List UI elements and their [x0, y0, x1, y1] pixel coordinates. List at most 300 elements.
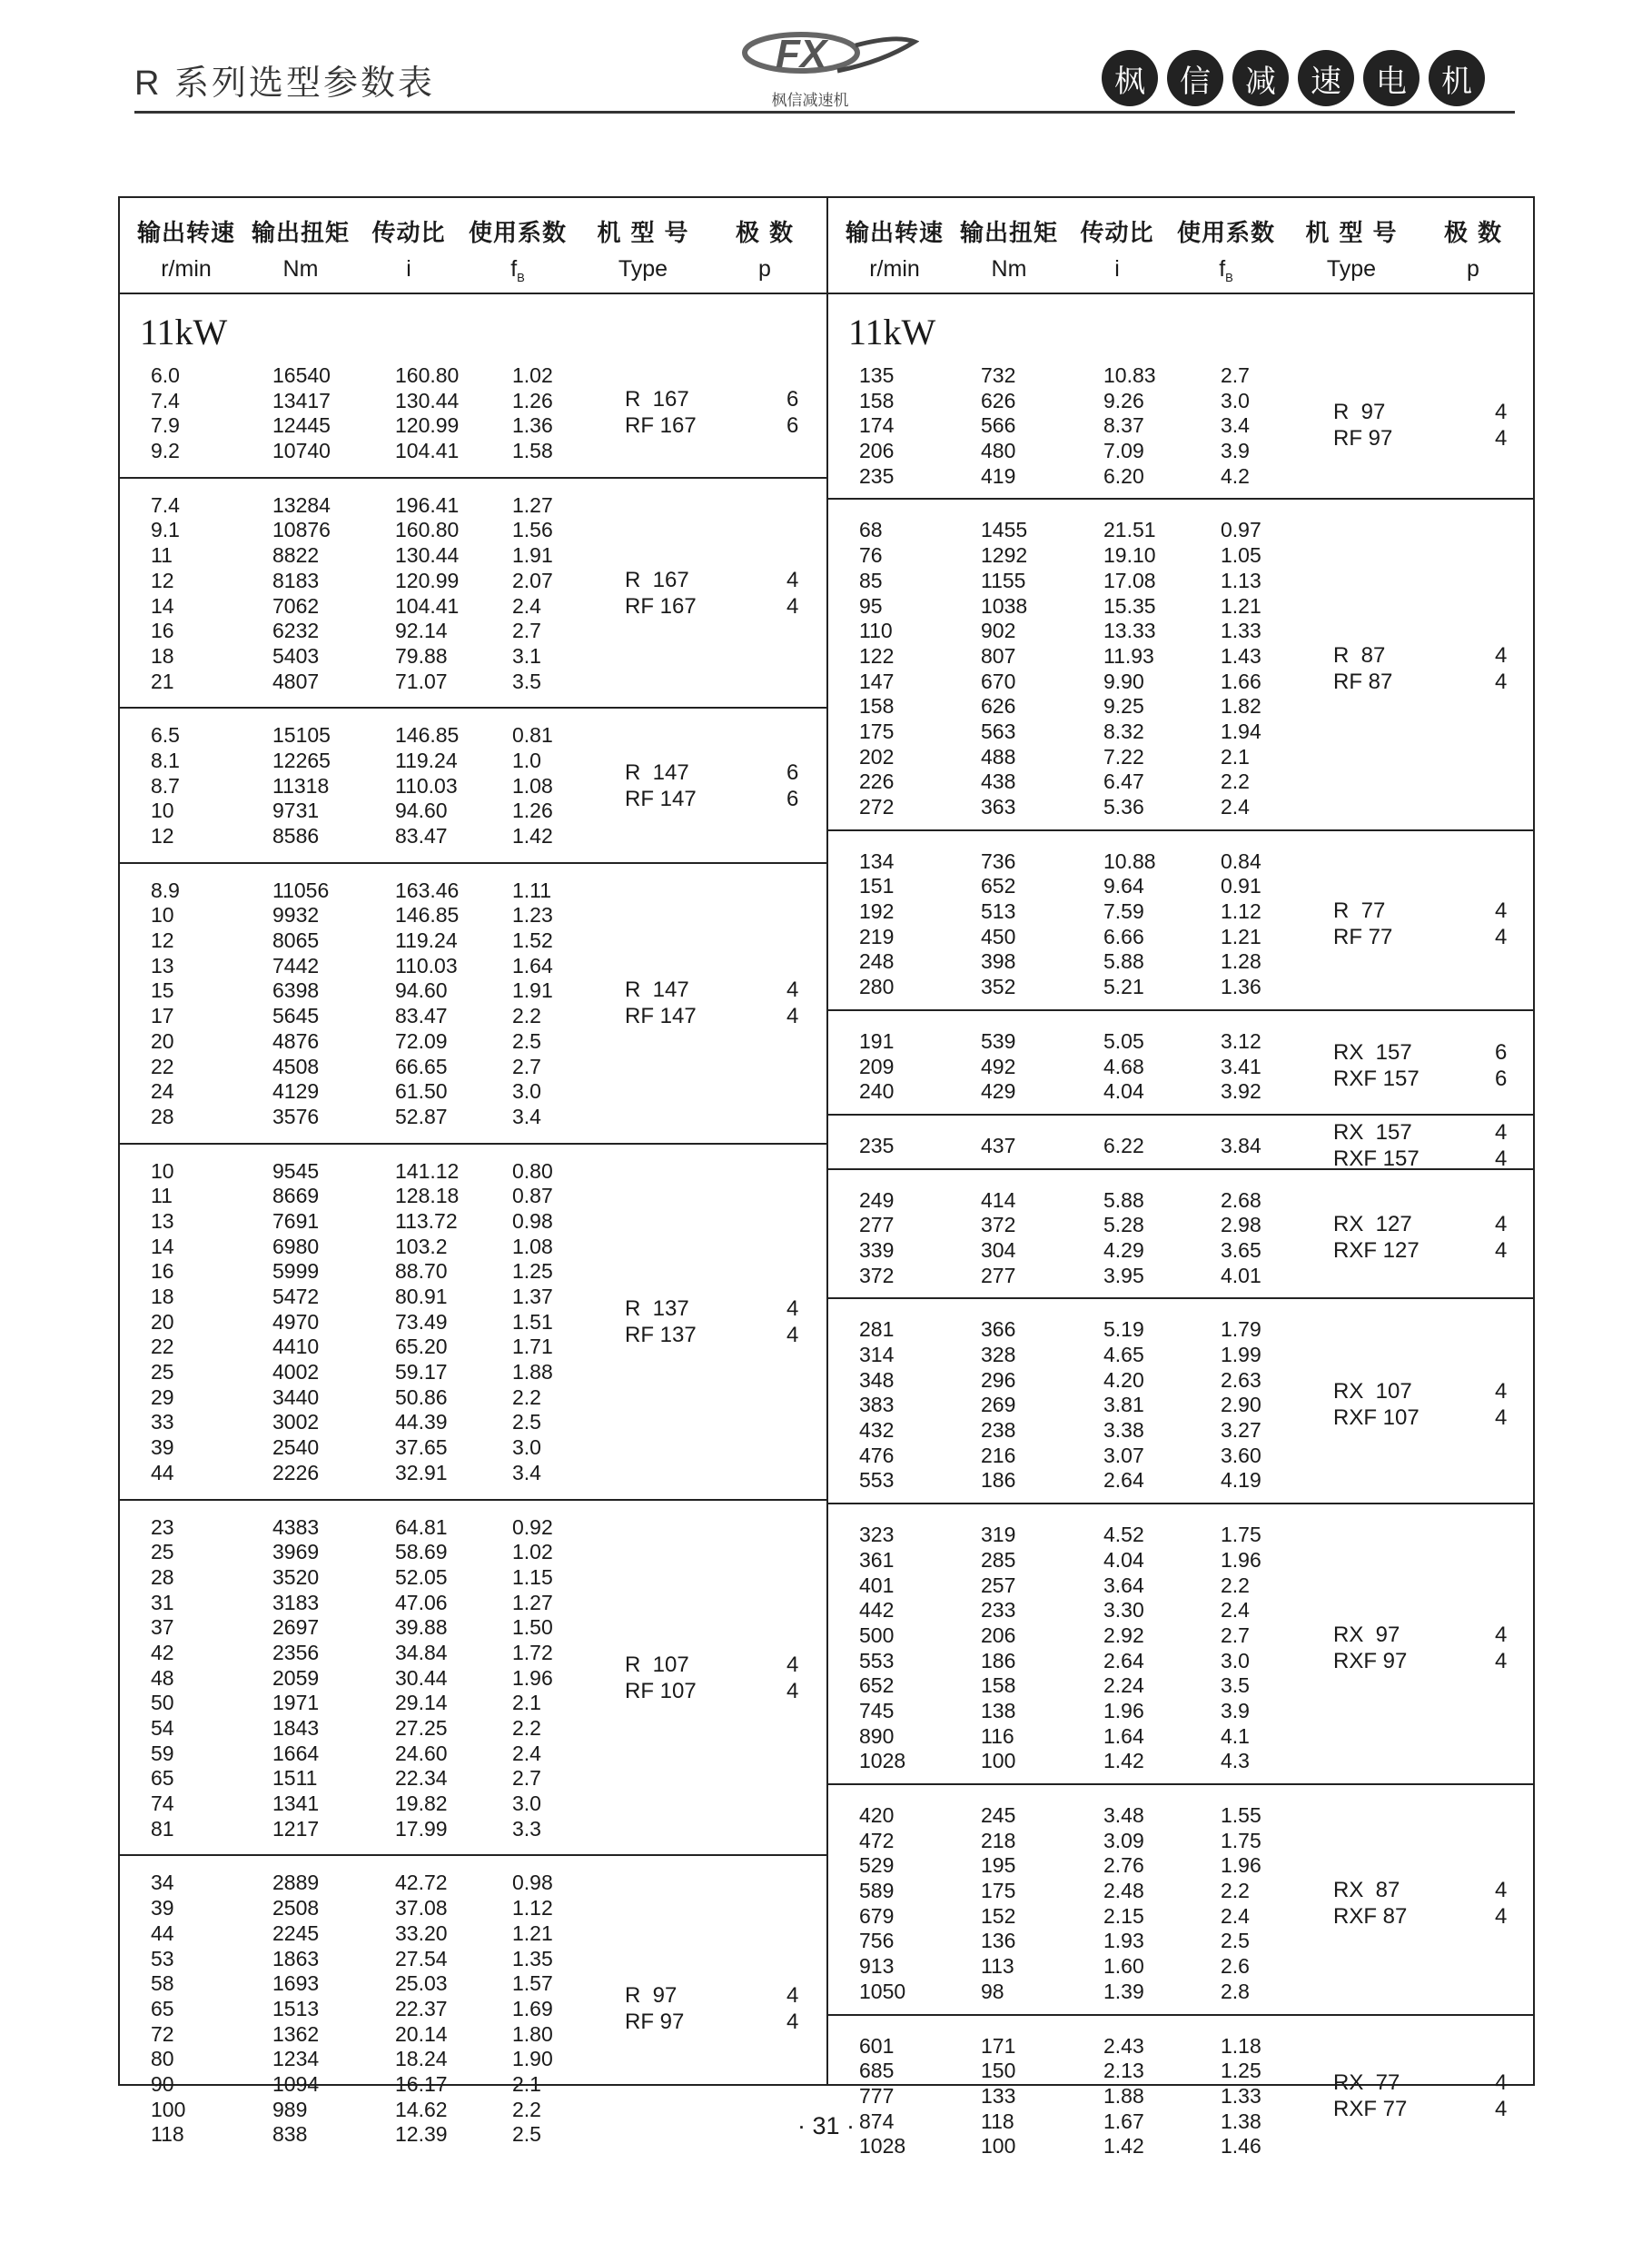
- speed-cell: 76: [859, 543, 883, 568]
- speed-cell: 14: [151, 1234, 174, 1258]
- pole-count: 4: [1495, 1405, 1508, 1431]
- ratio-cell: 5.28: [1103, 1213, 1144, 1237]
- table-row: [828, 769, 1535, 795]
- speed-cell: 219: [859, 924, 895, 948]
- torque-cell: 429: [981, 1079, 1016, 1104]
- factor-cell: 3.41: [1221, 1054, 1261, 1078]
- factor-cell: 1.90: [512, 2047, 553, 2071]
- torque-cell: 5645: [272, 1004, 320, 1028]
- speed-cell: 50: [151, 1691, 174, 1715]
- model-type: RX 157: [1333, 1040, 1412, 1066]
- speed-cell: 589: [859, 1879, 895, 1903]
- factor-cell: 4.1: [1221, 1723, 1250, 1748]
- ratio-cell: 20.14: [395, 2021, 448, 2046]
- speed-cell: 58: [151, 1971, 174, 1996]
- torque-cell: 319: [981, 1523, 1016, 1547]
- header-type: 机 型 号: [597, 220, 689, 247]
- model-type: R 147: [625, 978, 689, 1003]
- speed-cell: 34: [151, 1871, 174, 1895]
- factor-cell: 2.4: [512, 1741, 541, 1765]
- model-type-block: [828, 1378, 1535, 1433]
- table-row: [120, 439, 826, 464]
- model-group: [828, 1504, 1535, 1785]
- speed-cell: 401: [859, 1573, 895, 1597]
- table-row: [828, 1829, 1535, 1854]
- torque-cell: 113: [981, 1954, 1014, 1979]
- torque-cell: 1664: [272, 1741, 320, 1765]
- factor-cell: 1.15: [512, 1564, 553, 1589]
- speed-cell: 17: [151, 1004, 174, 1028]
- factor-cell: 1.38: [1221, 2109, 1261, 2133]
- ratio-cell: 13.33: [1103, 619, 1156, 643]
- torque-cell: 670: [981, 669, 1016, 693]
- factor-cell: 1.28: [1221, 949, 1261, 974]
- ratio-cell: 50.86: [395, 1385, 448, 1409]
- torque-cell: 1217: [272, 1816, 320, 1841]
- speed-cell: 192: [859, 899, 895, 924]
- ratio-cell: 1.64: [1103, 1723, 1144, 1748]
- table-row: [828, 1317, 1535, 1343]
- table-row: [828, 1523, 1535, 1548]
- torque-cell: 9545: [272, 1158, 320, 1183]
- ratio-cell: 44.39: [395, 1410, 448, 1434]
- table-row: [828, 1598, 1535, 1623]
- speed-cell: 8.7: [151, 773, 180, 798]
- factor-cell: 2.4: [512, 593, 541, 618]
- torque-cell: 480: [981, 439, 1016, 463]
- ratio-cell: 18.24: [395, 2047, 448, 2071]
- model-type: RXF 77: [1333, 2096, 1408, 2121]
- ratio-cell: 3.09: [1103, 1828, 1144, 1852]
- factor-cell: 1.08: [512, 1234, 553, 1258]
- factor-cell: 1.33: [1221, 619, 1261, 643]
- factor-cell: 0.81: [512, 723, 553, 748]
- unit-torque: Nm: [282, 256, 319, 282]
- speed-cell: 68: [859, 518, 883, 542]
- factor-cell: 3.4: [512, 1104, 541, 1128]
- torque-cell: 12445: [272, 413, 331, 438]
- factor-cell: 1.36: [512, 413, 553, 438]
- table-row: [120, 1029, 826, 1055]
- torque-cell: 8669: [272, 1184, 320, 1208]
- speed-cell: 39: [151, 1435, 174, 1460]
- speed-cell: 272: [859, 795, 895, 819]
- factor-cell: 1.21: [512, 1920, 553, 1945]
- torque-cell: 566: [981, 413, 1016, 438]
- model-type-block: [828, 1039, 1535, 1094]
- speed-cell: 135: [859, 363, 895, 387]
- ratio-cell: 3.95: [1103, 1263, 1144, 1287]
- table-row: [120, 1209, 826, 1235]
- factor-cell: 1.25: [1221, 2059, 1261, 2083]
- speed-cell: 174: [859, 413, 895, 438]
- factor-cell: 2.7: [512, 1054, 541, 1078]
- ratio-cell: 83.47: [395, 824, 448, 848]
- speed-cell: 25: [151, 1360, 174, 1385]
- factor-cell: 0.92: [512, 1514, 553, 1539]
- pole-count: 4: [1495, 2096, 1508, 2121]
- torque-cell: 807: [981, 643, 1016, 668]
- table-row: [828, 849, 1535, 875]
- speed-cell: 372: [859, 1263, 895, 1287]
- torque-cell: 116: [981, 1723, 1014, 1748]
- factor-cell: 3.3: [512, 1816, 541, 1841]
- factor-cell: 1.51: [512, 1309, 553, 1334]
- factor-cell: 2.7: [1221, 363, 1250, 387]
- torque-cell: 363: [981, 795, 1016, 819]
- speed-cell: 122: [859, 643, 895, 668]
- factor-cell: 2.5: [512, 1028, 541, 1053]
- factor-cell: 2.4: [1221, 795, 1250, 819]
- factor-cell: 1.35: [512, 1946, 553, 1970]
- factor-cell: 2.5: [512, 1410, 541, 1434]
- torque-cell: 186: [981, 1468, 1016, 1493]
- torque-cell: 8822: [272, 543, 320, 568]
- pole-count: 4: [1495, 1146, 1508, 1171]
- unit-ratio: i: [1114, 256, 1120, 282]
- factor-cell: 2.2: [512, 1385, 541, 1409]
- ratio-cell: 66.65: [395, 1054, 448, 1078]
- pole-count: 4: [786, 2009, 799, 2034]
- model-group: [828, 1785, 1535, 2016]
- ratio-cell: 1.42: [1103, 2134, 1144, 2159]
- table-row: [120, 954, 826, 979]
- ratio-cell: 88.70: [395, 1259, 448, 1284]
- speed-cell: 206: [859, 439, 895, 463]
- speed-cell: 745: [859, 1698, 895, 1722]
- factor-cell: 2.2: [1221, 1573, 1250, 1597]
- ratio-cell: 4.68: [1103, 1054, 1144, 1078]
- factor-cell: 1.42: [512, 824, 553, 848]
- torque-cell: 1234: [272, 2047, 320, 2071]
- ratio-cell: 1.60: [1103, 1954, 1144, 1979]
- table-row: [120, 1615, 826, 1641]
- ratio-cell: 32.91: [395, 1460, 448, 1484]
- torque-cell: 4129: [272, 1079, 320, 1104]
- table-row: [828, 1803, 1535, 1829]
- factor-cell: 3.65: [1221, 1237, 1261, 1262]
- factor-cell: 4.19: [1221, 1468, 1261, 1493]
- table-row: [120, 670, 826, 695]
- pole-count: 6: [786, 786, 799, 811]
- speed-cell: 240: [859, 1079, 895, 1104]
- table-row: [828, 795, 1535, 820]
- model-group: [828, 2016, 1535, 2169]
- ratio-cell: 37.65: [395, 1435, 448, 1460]
- torque-cell: 2540: [272, 1435, 320, 1460]
- ratio-cell: 8.37: [1103, 413, 1144, 438]
- factor-cell: 1.75: [1221, 1828, 1261, 1852]
- ratio-cell: 160.80: [395, 363, 460, 387]
- factor-cell: 1.88: [512, 1360, 553, 1385]
- factor-cell: 3.0: [512, 1435, 541, 1460]
- speed-cell: 235: [859, 1133, 895, 1157]
- model-group: [828, 500, 1535, 830]
- factor-cell: 1.57: [512, 1971, 553, 1996]
- torque-cell: 4002: [272, 1360, 320, 1385]
- table-row: [120, 1871, 826, 1896]
- model-type-block: [120, 567, 826, 621]
- logo-swoosh-icon: [737, 25, 919, 89]
- factor-cell: 4.3: [1221, 1749, 1250, 1773]
- ratio-cell: 52.05: [395, 1564, 448, 1589]
- torque-cell: 8586: [272, 824, 320, 848]
- speed-cell: 280: [859, 975, 895, 999]
- ratio-cell: 110.03: [395, 953, 458, 978]
- speed-cell: 314: [859, 1343, 895, 1366]
- pole-count: 4: [1495, 669, 1508, 694]
- factor-cell: 1.46: [1221, 2134, 1261, 2159]
- speed-cell: 15: [151, 978, 174, 1003]
- torque-cell: 492: [981, 1054, 1016, 1078]
- ratio-cell: 160.80: [395, 518, 460, 542]
- torque-cell: 437: [981, 1133, 1016, 1157]
- speed-cell: 54: [151, 1716, 174, 1740]
- ratio-cell: 1.42: [1103, 1749, 1144, 1773]
- torque-cell: 736: [981, 849, 1016, 873]
- speed-cell: 12: [151, 928, 174, 953]
- power-rating-left: 11kW: [140, 312, 228, 352]
- speed-cell: 679: [859, 1903, 895, 1928]
- factor-cell: 1.43: [1221, 643, 1261, 668]
- speed-cell: 191: [859, 1028, 895, 1053]
- header-speed: 输出转速: [845, 220, 944, 247]
- ratio-cell: 65.20: [395, 1335, 448, 1359]
- ratio-cell: 24.60: [395, 1741, 448, 1765]
- factor-cell: 2.63: [1221, 1367, 1261, 1392]
- header-factor: 使用系数: [468, 220, 567, 247]
- ratio-cell: 8.32: [1103, 719, 1144, 743]
- speed-cell: 48: [151, 1665, 174, 1690]
- pole-count: 4: [1495, 426, 1508, 452]
- torque-cell: 6980: [272, 1234, 320, 1258]
- ratio-cell: 73.49: [395, 1309, 448, 1334]
- factor-cell: 0.97: [1221, 518, 1261, 542]
- factor-cell: 1.25: [512, 1259, 553, 1284]
- torque-cell: 218: [981, 1828, 1016, 1852]
- speed-cell: 432: [859, 1418, 895, 1443]
- speed-cell: 601: [859, 2033, 895, 2058]
- factor-cell: 2.4: [1221, 1598, 1250, 1623]
- torque-cell: 902: [981, 619, 1016, 643]
- unit-factor: $f_B$: [510, 256, 525, 284]
- pole-count: 4: [786, 593, 799, 619]
- torque-cell: 158: [981, 1673, 1016, 1698]
- speed-cell: 652: [859, 1673, 895, 1698]
- factor-cell: 2.98: [1221, 1213, 1261, 1237]
- table-row: [120, 824, 826, 849]
- table-row: [120, 1921, 826, 1947]
- speed-cell: 53: [151, 1946, 174, 1970]
- table-row: [120, 878, 826, 904]
- torque-cell: 12265: [272, 748, 331, 772]
- factor-cell: 3.1: [512, 643, 541, 668]
- factor-cell: 1.26: [512, 388, 553, 412]
- ratio-cell: 2.64: [1103, 1468, 1144, 1493]
- torque-cell: 186: [981, 1648, 1016, 1672]
- torque-cell: 133: [981, 2083, 1016, 2108]
- factor-cell: 3.0: [512, 1791, 541, 1816]
- factor-cell: 1.80: [512, 2021, 553, 2046]
- pole-count: 4: [1495, 2069, 1508, 2095]
- torque-cell: 1513: [272, 1996, 320, 2020]
- ratio-cell: 14.62: [395, 2097, 448, 2121]
- speed-cell: 553: [859, 1648, 895, 1672]
- table-row: [828, 1699, 1535, 1724]
- pole-count: 6: [786, 387, 799, 412]
- table-row: [828, 619, 1535, 644]
- torque-cell: 152: [981, 1903, 1016, 1928]
- torque-cell: 838: [272, 2122, 308, 2147]
- ratio-cell: 94.60: [395, 978, 448, 1003]
- speed-cell: 529: [859, 1853, 895, 1878]
- table-row: [120, 1742, 826, 1767]
- table-row: [120, 1259, 826, 1285]
- torque-cell: 5403: [272, 643, 320, 668]
- ratio-cell: 4.20: [1103, 1367, 1144, 1392]
- speed-cell: 1050: [859, 1979, 906, 2003]
- table-row: [828, 1468, 1535, 1494]
- factor-cell: 0.80: [512, 1158, 553, 1183]
- ratio-cell: 33.20: [395, 1920, 448, 1945]
- speed-cell: 553: [859, 1468, 895, 1493]
- document-title: R 系列选型参数表: [134, 65, 436, 103]
- table-row: [120, 1385, 826, 1411]
- factor-cell: 1.11: [512, 878, 552, 902]
- speed-cell: 44: [151, 1920, 174, 1945]
- torque-cell: 10876: [272, 518, 331, 542]
- factor-cell: 1.23: [512, 903, 553, 928]
- torque-cell: 626: [981, 694, 1016, 719]
- model-type: RXF 157: [1333, 1146, 1420, 1171]
- brand-char: 减: [1232, 50, 1289, 106]
- factor-cell: 1.91: [512, 978, 553, 1003]
- pole-count: 4: [1495, 1237, 1508, 1263]
- pole-count: 4: [786, 1004, 799, 1029]
- ratio-cell: 5.88: [1103, 1187, 1144, 1212]
- ratio-cell: 2.76: [1103, 1853, 1144, 1878]
- factor-cell: 1.50: [512, 1615, 553, 1640]
- ratio-cell: 103.2: [395, 1234, 448, 1258]
- table-row: [828, 1573, 1535, 1599]
- factor-cell: 1.75: [1221, 1523, 1261, 1547]
- ratio-cell: 1.67: [1103, 2109, 1144, 2133]
- torque-cell: 245: [981, 1803, 1016, 1827]
- torque-cell: 11318: [272, 773, 330, 798]
- speed-cell: 134: [859, 849, 895, 873]
- torque-cell: 216: [981, 1443, 1016, 1467]
- factor-cell: 1.55: [1221, 1803, 1261, 1827]
- pole-count: 4: [1495, 400, 1508, 425]
- model-type: R 97: [1333, 400, 1386, 425]
- speed-cell: 24: [151, 1079, 174, 1104]
- factor-cell: 1.64: [512, 953, 553, 978]
- table-row: [828, 1264, 1535, 1289]
- table-row: [120, 1540, 826, 1565]
- model-type-block: [120, 759, 826, 814]
- ratio-cell: 113.72: [395, 1208, 458, 1233]
- ratio-cell: 120.99: [395, 413, 460, 438]
- pole-count: 4: [1495, 642, 1508, 668]
- model-type: R 137: [625, 1295, 689, 1321]
- pole-count: 4: [786, 1982, 799, 2008]
- table-row: [828, 694, 1535, 720]
- model-type: R 107: [625, 1652, 689, 1677]
- speed-cell: 339: [859, 1237, 895, 1262]
- torque-cell: 1038: [981, 593, 1028, 618]
- table-row: [120, 903, 826, 928]
- factor-cell: 2.07: [512, 568, 553, 592]
- torque-cell: 7442: [272, 953, 320, 978]
- factor-cell: 2.8: [1221, 1979, 1250, 2003]
- table-row: [120, 2072, 826, 2098]
- table-row: [120, 1360, 826, 1385]
- torque-cell: 6398: [272, 978, 320, 1003]
- power-rating-right: 11kW: [848, 312, 936, 352]
- factor-cell: 1.27: [512, 492, 553, 517]
- speed-cell: 22: [151, 1335, 174, 1359]
- torque-cell: 2697: [272, 1615, 320, 1640]
- pole-count: 6: [786, 413, 799, 439]
- model-type: R 77: [1333, 898, 1386, 923]
- ratio-cell: 104.41: [395, 439, 460, 463]
- factor-cell: 1.13: [1221, 568, 1261, 592]
- model-type-block: [828, 399, 1535, 453]
- speed-cell: 12: [151, 824, 174, 848]
- table-row: [120, 363, 826, 389]
- torque-cell: 1292: [981, 543, 1028, 568]
- model-type: RX 127: [1333, 1211, 1412, 1236]
- torque-cell: 6232: [272, 619, 320, 643]
- speed-cell: 158: [859, 388, 895, 412]
- factor-cell: 0.84: [1221, 849, 1261, 873]
- table-row: [120, 1896, 826, 1921]
- torque-cell: 1455: [981, 518, 1028, 542]
- ratio-cell: 2.48: [1103, 1879, 1144, 1903]
- pole-count: 4: [1495, 924, 1508, 949]
- speed-cell: 158: [859, 694, 895, 719]
- ratio-cell: 3.07: [1103, 1443, 1144, 1467]
- factor-cell: 1.12: [1221, 899, 1261, 924]
- speed-cell: 442: [859, 1598, 895, 1623]
- model-type: RX 97: [1333, 1622, 1400, 1647]
- speed-cell: 31: [151, 1590, 174, 1614]
- ratio-cell: 6.47: [1103, 769, 1144, 794]
- ratio-cell: 12.39: [395, 2122, 448, 2147]
- table-row: [120, 1079, 826, 1105]
- pole-count: 4: [1495, 1648, 1508, 1673]
- pole-count: 4: [1495, 1119, 1508, 1145]
- speed-cell: 1028: [859, 2134, 906, 2159]
- factor-cell: 3.0: [512, 1079, 541, 1104]
- unit-poles: p: [1467, 256, 1479, 282]
- table-row: [120, 723, 826, 749]
- speed-cell: 248: [859, 949, 895, 974]
- torque-cell: 1693: [272, 1971, 320, 1996]
- torque-cell: 118: [981, 2109, 1014, 2133]
- table-row: [828, 1188, 1535, 1214]
- ratio-cell: 104.41: [395, 593, 460, 618]
- speed-cell: 16: [151, 1259, 174, 1284]
- model-type: RXF 97: [1333, 1648, 1408, 1673]
- torque-cell: 366: [981, 1317, 1016, 1342]
- ratio-cell: 2.92: [1103, 1623, 1144, 1647]
- ratio-cell: 119.24: [395, 928, 458, 953]
- table-row: [120, 518, 826, 543]
- torque-cell: 5999: [272, 1259, 320, 1284]
- ratio-cell: 1.96: [1103, 1698, 1144, 1722]
- pole-count: 4: [1495, 1211, 1508, 1236]
